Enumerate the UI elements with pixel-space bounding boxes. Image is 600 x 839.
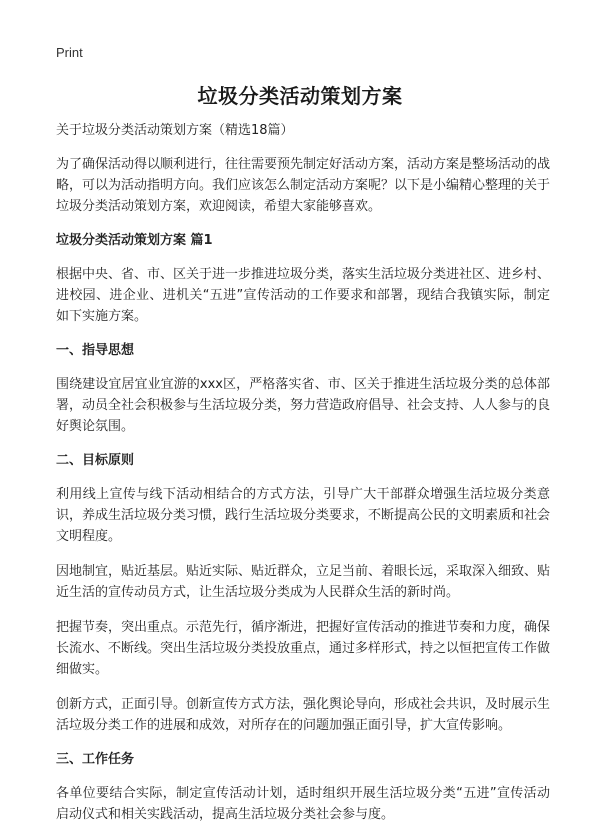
document-subtitle: 关于垃圾分类活动策划方案（精选18篇） [56,123,294,138]
intro-paragraph: 为了确保活动得以顺利进行，往往需要预先制定好活动方案，活动方案是整场活动的战略，可以为活动指明方向。我们应该怎么制定活动方案呢？以下是小编精心整理的关于垃圾分类活动策划方案，欢迎阅读，希望大家能够喜欢。 [56,157,551,214]
heading-objectives: 二、目标原则 [56,453,135,468]
paragraph-4: 因地制宜，贴近基层。贴近实际、贴近群众，立足当前、着眼长远，采取深入细致、贴近生活的宣传动员方式，让生活垃圾分类成为人民群众生活的新时尚。 [56,564,551,600]
section-title: 垃圾分类活动策划方案 篇1 [56,233,213,248]
paragraph-2: 围绕建设宜居宜业宜游的xxx区，严格落实省、市、区关于推进生活垃圾分类的总体部署，动员全社会积极参与生活垃圾分类，努力营造政府倡导、社会支持、人人参与的良好舆论氛围。 [56,377,551,434]
print-label[interactable]: Print [56,45,83,60]
document-body [56,121,550,839]
heading-tasks: 三、工作任务 [56,752,135,767]
paragraph-6: 创新方式，正面引导。创新宣传方式方法，强化舆论导向，形成社会共识，及时展示生活垃圾分类工作的进展和成效，对所存在的问题加强正面引导，扩大宣传影响。 [56,697,551,733]
paragraph-3: 利用线上宣传与线下活动相结合的方式方法，引导广大干部群众增强生活垃圾分类意识，养成生活垃圾分类习惯，践行生活垃圾分类要求，不断提高公民的文明素质和社会文明程度。 [56,487,551,544]
paragraph-1: 根据中央、省、市、区关于进一步推进垃圾分类，落实生活垃圾分类进社区、进乡村、进校园、进企业、进机关“五进”宣传活动的工作要求和部署，现结合我镇实际，制定如下实施方案。 [56,267,551,324]
heading-guiding-ideology: 一、指导思想 [56,343,135,358]
paragraph-5: 把握节奏，突出重点。示范先行，循序渐进，把握好宣传活动的推进节奏和力度，确保长流水、不断线。突出生活垃圾分类投放重点，通过多样形式，持之以恒把宣传工作做细做实。 [56,620,551,677]
paragraph-7: 各单位要结合实际，制定宣传活动计划，适时组织开展生活垃圾分类“五进”宣传活动启动仪式和相关实践活动，提高生活垃圾分类社会参与度。 [56,786,550,822]
page-title: 垃圾分类活动策划方案 [197,84,403,108]
